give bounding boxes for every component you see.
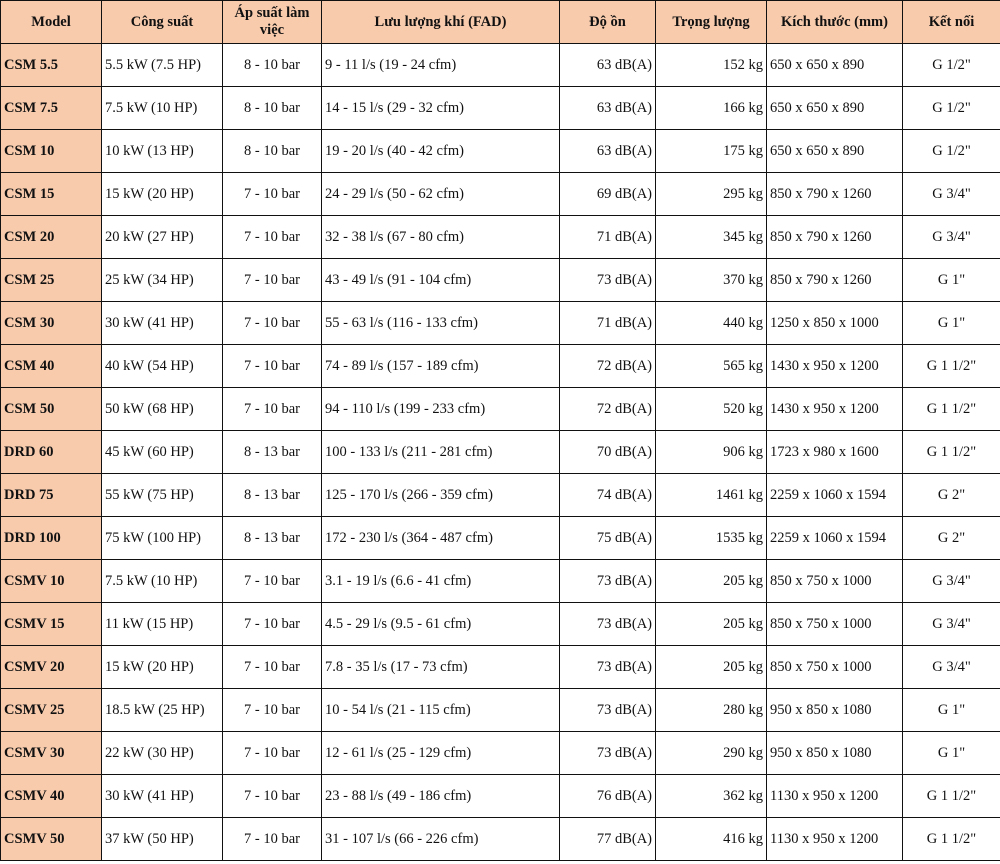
table-row bbox=[1, 302, 1000, 345]
table-row bbox=[1, 173, 1000, 216]
table-row bbox=[1, 474, 1000, 517]
weight-cell: 906 kg bbox=[656, 431, 767, 474]
power-cell: 22 kW (30 HP) bbox=[102, 732, 223, 775]
weight-cell: 280 kg bbox=[656, 689, 767, 732]
model-cell: CSMV 20 bbox=[1, 646, 102, 689]
pressure-cell: 8 - 13 bar bbox=[223, 474, 322, 517]
model-cell: CSM 30 bbox=[1, 302, 102, 345]
table-header bbox=[1, 1, 1000, 44]
weight-cell: 205 kg bbox=[656, 560, 767, 603]
noise-cell: 71 dB(A) bbox=[560, 302, 656, 345]
power-cell: 30 kW (41 HP) bbox=[102, 302, 223, 345]
connection-cell: G 1" bbox=[903, 689, 1000, 732]
weight-cell: 152 kg bbox=[656, 44, 767, 87]
noise-cell: 73 dB(A) bbox=[560, 603, 656, 646]
size-cell: 950 x 850 x 1080 bbox=[767, 732, 903, 775]
table-row bbox=[1, 259, 1000, 302]
flow-cell: 94 - 110 l/s (199 - 233 cfm) bbox=[322, 388, 560, 431]
flow-cell: 4.5 - 29 l/s (9.5 - 61 cfm) bbox=[322, 603, 560, 646]
power-cell: 30 kW (41 HP) bbox=[102, 775, 223, 818]
power-cell: 15 kW (20 HP) bbox=[102, 646, 223, 689]
connection-cell: G 1 1/2" bbox=[903, 818, 1000, 861]
header-power: Công suất bbox=[102, 1, 223, 44]
connection-cell: G 1" bbox=[903, 732, 1000, 775]
pressure-cell: 8 - 10 bar bbox=[223, 87, 322, 130]
connection-cell: G 3/4" bbox=[903, 173, 1000, 216]
table-row bbox=[1, 775, 1000, 818]
flow-cell: 12 - 61 l/s (25 - 129 cfm) bbox=[322, 732, 560, 775]
size-cell: 850 x 750 x 1000 bbox=[767, 646, 903, 689]
flow-cell: 32 - 38 l/s (67 - 80 cfm) bbox=[322, 216, 560, 259]
noise-cell: 63 dB(A) bbox=[560, 130, 656, 173]
connection-cell: G 3/4" bbox=[903, 646, 1000, 689]
model-cell: CSM 5.5 bbox=[1, 44, 102, 87]
table-row bbox=[1, 87, 1000, 130]
flow-cell: 43 - 49 l/s (91 - 104 cfm) bbox=[322, 259, 560, 302]
connection-cell: G 1" bbox=[903, 259, 1000, 302]
pressure-cell: 7 - 10 bar bbox=[223, 818, 322, 861]
flow-cell: 74 - 89 l/s (157 - 189 cfm) bbox=[322, 345, 560, 388]
model-cell: CSMV 25 bbox=[1, 689, 102, 732]
model-cell: CSM 25 bbox=[1, 259, 102, 302]
pressure-cell: 8 - 13 bar bbox=[223, 517, 322, 560]
table-row bbox=[1, 130, 1000, 173]
table-row bbox=[1, 431, 1000, 474]
pressure-cell: 7 - 10 bar bbox=[223, 216, 322, 259]
pressure-cell: 7 - 10 bar bbox=[223, 646, 322, 689]
flow-cell: 100 - 133 l/s (211 - 281 cfm) bbox=[322, 431, 560, 474]
noise-cell: 76 dB(A) bbox=[560, 775, 656, 818]
pressure-cell: 8 - 10 bar bbox=[223, 130, 322, 173]
weight-cell: 370 kg bbox=[656, 259, 767, 302]
power-cell: 50 kW (68 HP) bbox=[102, 388, 223, 431]
table-row bbox=[1, 345, 1000, 388]
power-cell: 40 kW (54 HP) bbox=[102, 345, 223, 388]
noise-cell: 63 dB(A) bbox=[560, 44, 656, 87]
pressure-cell: 7 - 10 bar bbox=[223, 775, 322, 818]
model-cell: CSMV 15 bbox=[1, 603, 102, 646]
power-cell: 55 kW (75 HP) bbox=[102, 474, 223, 517]
table-row bbox=[1, 818, 1000, 861]
model-cell: CSMV 10 bbox=[1, 560, 102, 603]
table-row bbox=[1, 44, 1000, 87]
connection-cell: G 1 1/2" bbox=[903, 431, 1000, 474]
model-cell: CSM 10 bbox=[1, 130, 102, 173]
power-cell: 15 kW (20 HP) bbox=[102, 173, 223, 216]
connection-cell: G 1/2" bbox=[903, 130, 1000, 173]
model-cell: CSMV 30 bbox=[1, 732, 102, 775]
table-row bbox=[1, 216, 1000, 259]
weight-cell: 205 kg bbox=[656, 646, 767, 689]
connection-cell: G 3/4" bbox=[903, 603, 1000, 646]
flow-cell: 9 - 11 l/s (19 - 24 cfm) bbox=[322, 44, 560, 87]
model-cell: DRD 60 bbox=[1, 431, 102, 474]
size-cell: 1430 x 950 x 1200 bbox=[767, 345, 903, 388]
pressure-cell: 7 - 10 bar bbox=[223, 732, 322, 775]
size-cell: 650 x 650 x 890 bbox=[767, 44, 903, 87]
flow-cell: 3.1 - 19 l/s (6.6 - 41 cfm) bbox=[322, 560, 560, 603]
model-cell: CSMV 40 bbox=[1, 775, 102, 818]
noise-cell: 63 dB(A) bbox=[560, 87, 656, 130]
connection-cell: G 1" bbox=[903, 302, 1000, 345]
size-cell: 1130 x 950 x 1200 bbox=[767, 775, 903, 818]
pressure-cell: 7 - 10 bar bbox=[223, 259, 322, 302]
connection-cell: G 2" bbox=[903, 517, 1000, 560]
model-cell: CSM 15 bbox=[1, 173, 102, 216]
weight-cell: 1461 kg bbox=[656, 474, 767, 517]
pressure-cell: 8 - 13 bar bbox=[223, 431, 322, 474]
pressure-cell: 7 - 10 bar bbox=[223, 560, 322, 603]
weight-cell: 295 kg bbox=[656, 173, 767, 216]
header-noise: Độ ồn bbox=[560, 1, 656, 44]
pressure-cell: 7 - 10 bar bbox=[223, 302, 322, 345]
weight-cell: 565 kg bbox=[656, 345, 767, 388]
header-model: Model bbox=[1, 1, 102, 44]
header-flow: Lưu lượng khí (FAD) bbox=[322, 1, 560, 44]
size-cell: 1250 x 850 x 1000 bbox=[767, 302, 903, 345]
noise-cell: 73 dB(A) bbox=[560, 259, 656, 302]
pressure-cell: 7 - 10 bar bbox=[223, 345, 322, 388]
size-cell: 650 x 650 x 890 bbox=[767, 87, 903, 130]
table-body bbox=[1, 44, 1000, 861]
flow-cell: 23 - 88 l/s (49 - 186 cfm) bbox=[322, 775, 560, 818]
size-cell: 850 x 750 x 1000 bbox=[767, 560, 903, 603]
size-cell: 650 x 650 x 890 bbox=[767, 130, 903, 173]
model-cell: CSMV 50 bbox=[1, 818, 102, 861]
noise-cell: 77 dB(A) bbox=[560, 818, 656, 861]
power-cell: 45 kW (60 HP) bbox=[102, 431, 223, 474]
power-cell: 7.5 kW (10 HP) bbox=[102, 560, 223, 603]
pressure-cell: 8 - 10 bar bbox=[223, 44, 322, 87]
power-cell: 18.5 kW (25 HP) bbox=[102, 689, 223, 732]
table-row bbox=[1, 732, 1000, 775]
noise-cell: 72 dB(A) bbox=[560, 388, 656, 431]
flow-cell: 7.8 - 35 l/s (17 - 73 cfm) bbox=[322, 646, 560, 689]
power-cell: 10 kW (13 HP) bbox=[102, 130, 223, 173]
connection-cell: G 1/2" bbox=[903, 87, 1000, 130]
size-cell: 850 x 790 x 1260 bbox=[767, 259, 903, 302]
weight-cell: 416 kg bbox=[656, 818, 767, 861]
weight-cell: 345 kg bbox=[656, 216, 767, 259]
table-row bbox=[1, 646, 1000, 689]
noise-cell: 71 dB(A) bbox=[560, 216, 656, 259]
power-cell: 75 kW (100 HP) bbox=[102, 517, 223, 560]
noise-cell: 73 dB(A) bbox=[560, 689, 656, 732]
pressure-cell: 7 - 10 bar bbox=[223, 689, 322, 732]
power-cell: 20 kW (27 HP) bbox=[102, 216, 223, 259]
weight-cell: 166 kg bbox=[656, 87, 767, 130]
table-row bbox=[1, 689, 1000, 732]
model-cell: CSM 40 bbox=[1, 345, 102, 388]
weight-cell: 1535 kg bbox=[656, 517, 767, 560]
size-cell: 850 x 790 x 1260 bbox=[767, 173, 903, 216]
noise-cell: 73 dB(A) bbox=[560, 646, 656, 689]
weight-cell: 440 kg bbox=[656, 302, 767, 345]
power-cell: 7.5 kW (10 HP) bbox=[102, 87, 223, 130]
weight-cell: 520 kg bbox=[656, 388, 767, 431]
pressure-cell: 7 - 10 bar bbox=[223, 173, 322, 216]
power-cell: 11 kW (15 HP) bbox=[102, 603, 223, 646]
header-connection: Kết nối bbox=[903, 1, 1000, 44]
noise-cell: 72 dB(A) bbox=[560, 345, 656, 388]
model-cell: CSM 50 bbox=[1, 388, 102, 431]
noise-cell: 75 dB(A) bbox=[560, 517, 656, 560]
flow-cell: 31 - 107 l/s (66 - 226 cfm) bbox=[322, 818, 560, 861]
pressure-cell: 7 - 10 bar bbox=[223, 388, 322, 431]
header-size: Kích thước (mm) bbox=[767, 1, 903, 44]
connection-cell: G 1/2" bbox=[903, 44, 1000, 87]
connection-cell: G 3/4" bbox=[903, 216, 1000, 259]
size-cell: 1130 x 950 x 1200 bbox=[767, 818, 903, 861]
weight-cell: 290 kg bbox=[656, 732, 767, 775]
header-pressure: Áp suất làm việc bbox=[223, 1, 322, 44]
connection-cell: G 1 1/2" bbox=[903, 775, 1000, 818]
connection-cell: G 1 1/2" bbox=[903, 388, 1000, 431]
flow-cell: 19 - 20 l/s (40 - 42 cfm) bbox=[322, 130, 560, 173]
pressure-cell: 7 - 10 bar bbox=[223, 603, 322, 646]
power-cell: 5.5 kW (7.5 HP) bbox=[102, 44, 223, 87]
power-cell: 37 kW (50 HP) bbox=[102, 818, 223, 861]
noise-cell: 74 dB(A) bbox=[560, 474, 656, 517]
table-row bbox=[1, 388, 1000, 431]
flow-cell: 55 - 63 l/s (116 - 133 cfm) bbox=[322, 302, 560, 345]
noise-cell: 73 dB(A) bbox=[560, 732, 656, 775]
model-cell: CSM 7.5 bbox=[1, 87, 102, 130]
size-cell: 950 x 850 x 1080 bbox=[767, 689, 903, 732]
noise-cell: 73 dB(A) bbox=[560, 560, 656, 603]
model-cell: DRD 100 bbox=[1, 517, 102, 560]
weight-cell: 175 kg bbox=[656, 130, 767, 173]
size-cell: 1723 x 980 x 1600 bbox=[767, 431, 903, 474]
size-cell: 850 x 750 x 1000 bbox=[767, 603, 903, 646]
weight-cell: 362 kg bbox=[656, 775, 767, 818]
size-cell: 2259 x 1060 x 1594 bbox=[767, 517, 903, 560]
model-cell: DRD 75 bbox=[1, 474, 102, 517]
flow-cell: 10 - 54 l/s (21 - 115 cfm) bbox=[322, 689, 560, 732]
size-cell: 2259 x 1060 x 1594 bbox=[767, 474, 903, 517]
header-weight: Trọng lượng bbox=[656, 1, 767, 44]
connection-cell: G 1 1/2" bbox=[903, 345, 1000, 388]
table-row bbox=[1, 560, 1000, 603]
noise-cell: 70 dB(A) bbox=[560, 431, 656, 474]
table-row bbox=[1, 517, 1000, 560]
flow-cell: 172 - 230 l/s (364 - 487 cfm) bbox=[322, 517, 560, 560]
noise-cell: 69 dB(A) bbox=[560, 173, 656, 216]
flow-cell: 14 - 15 l/s (29 - 32 cfm) bbox=[322, 87, 560, 130]
weight-cell: 205 kg bbox=[656, 603, 767, 646]
header-row bbox=[1, 1, 1000, 44]
flow-cell: 24 - 29 l/s (50 - 62 cfm) bbox=[322, 173, 560, 216]
flow-cell: 125 - 170 l/s (266 - 359 cfm) bbox=[322, 474, 560, 517]
power-cell: 25 kW (34 HP) bbox=[102, 259, 223, 302]
size-cell: 850 x 790 x 1260 bbox=[767, 216, 903, 259]
size-cell: 1430 x 950 x 1200 bbox=[767, 388, 903, 431]
connection-cell: G 2" bbox=[903, 474, 1000, 517]
connection-cell: G 3/4" bbox=[903, 560, 1000, 603]
table-row bbox=[1, 603, 1000, 646]
model-cell: CSM 20 bbox=[1, 216, 102, 259]
